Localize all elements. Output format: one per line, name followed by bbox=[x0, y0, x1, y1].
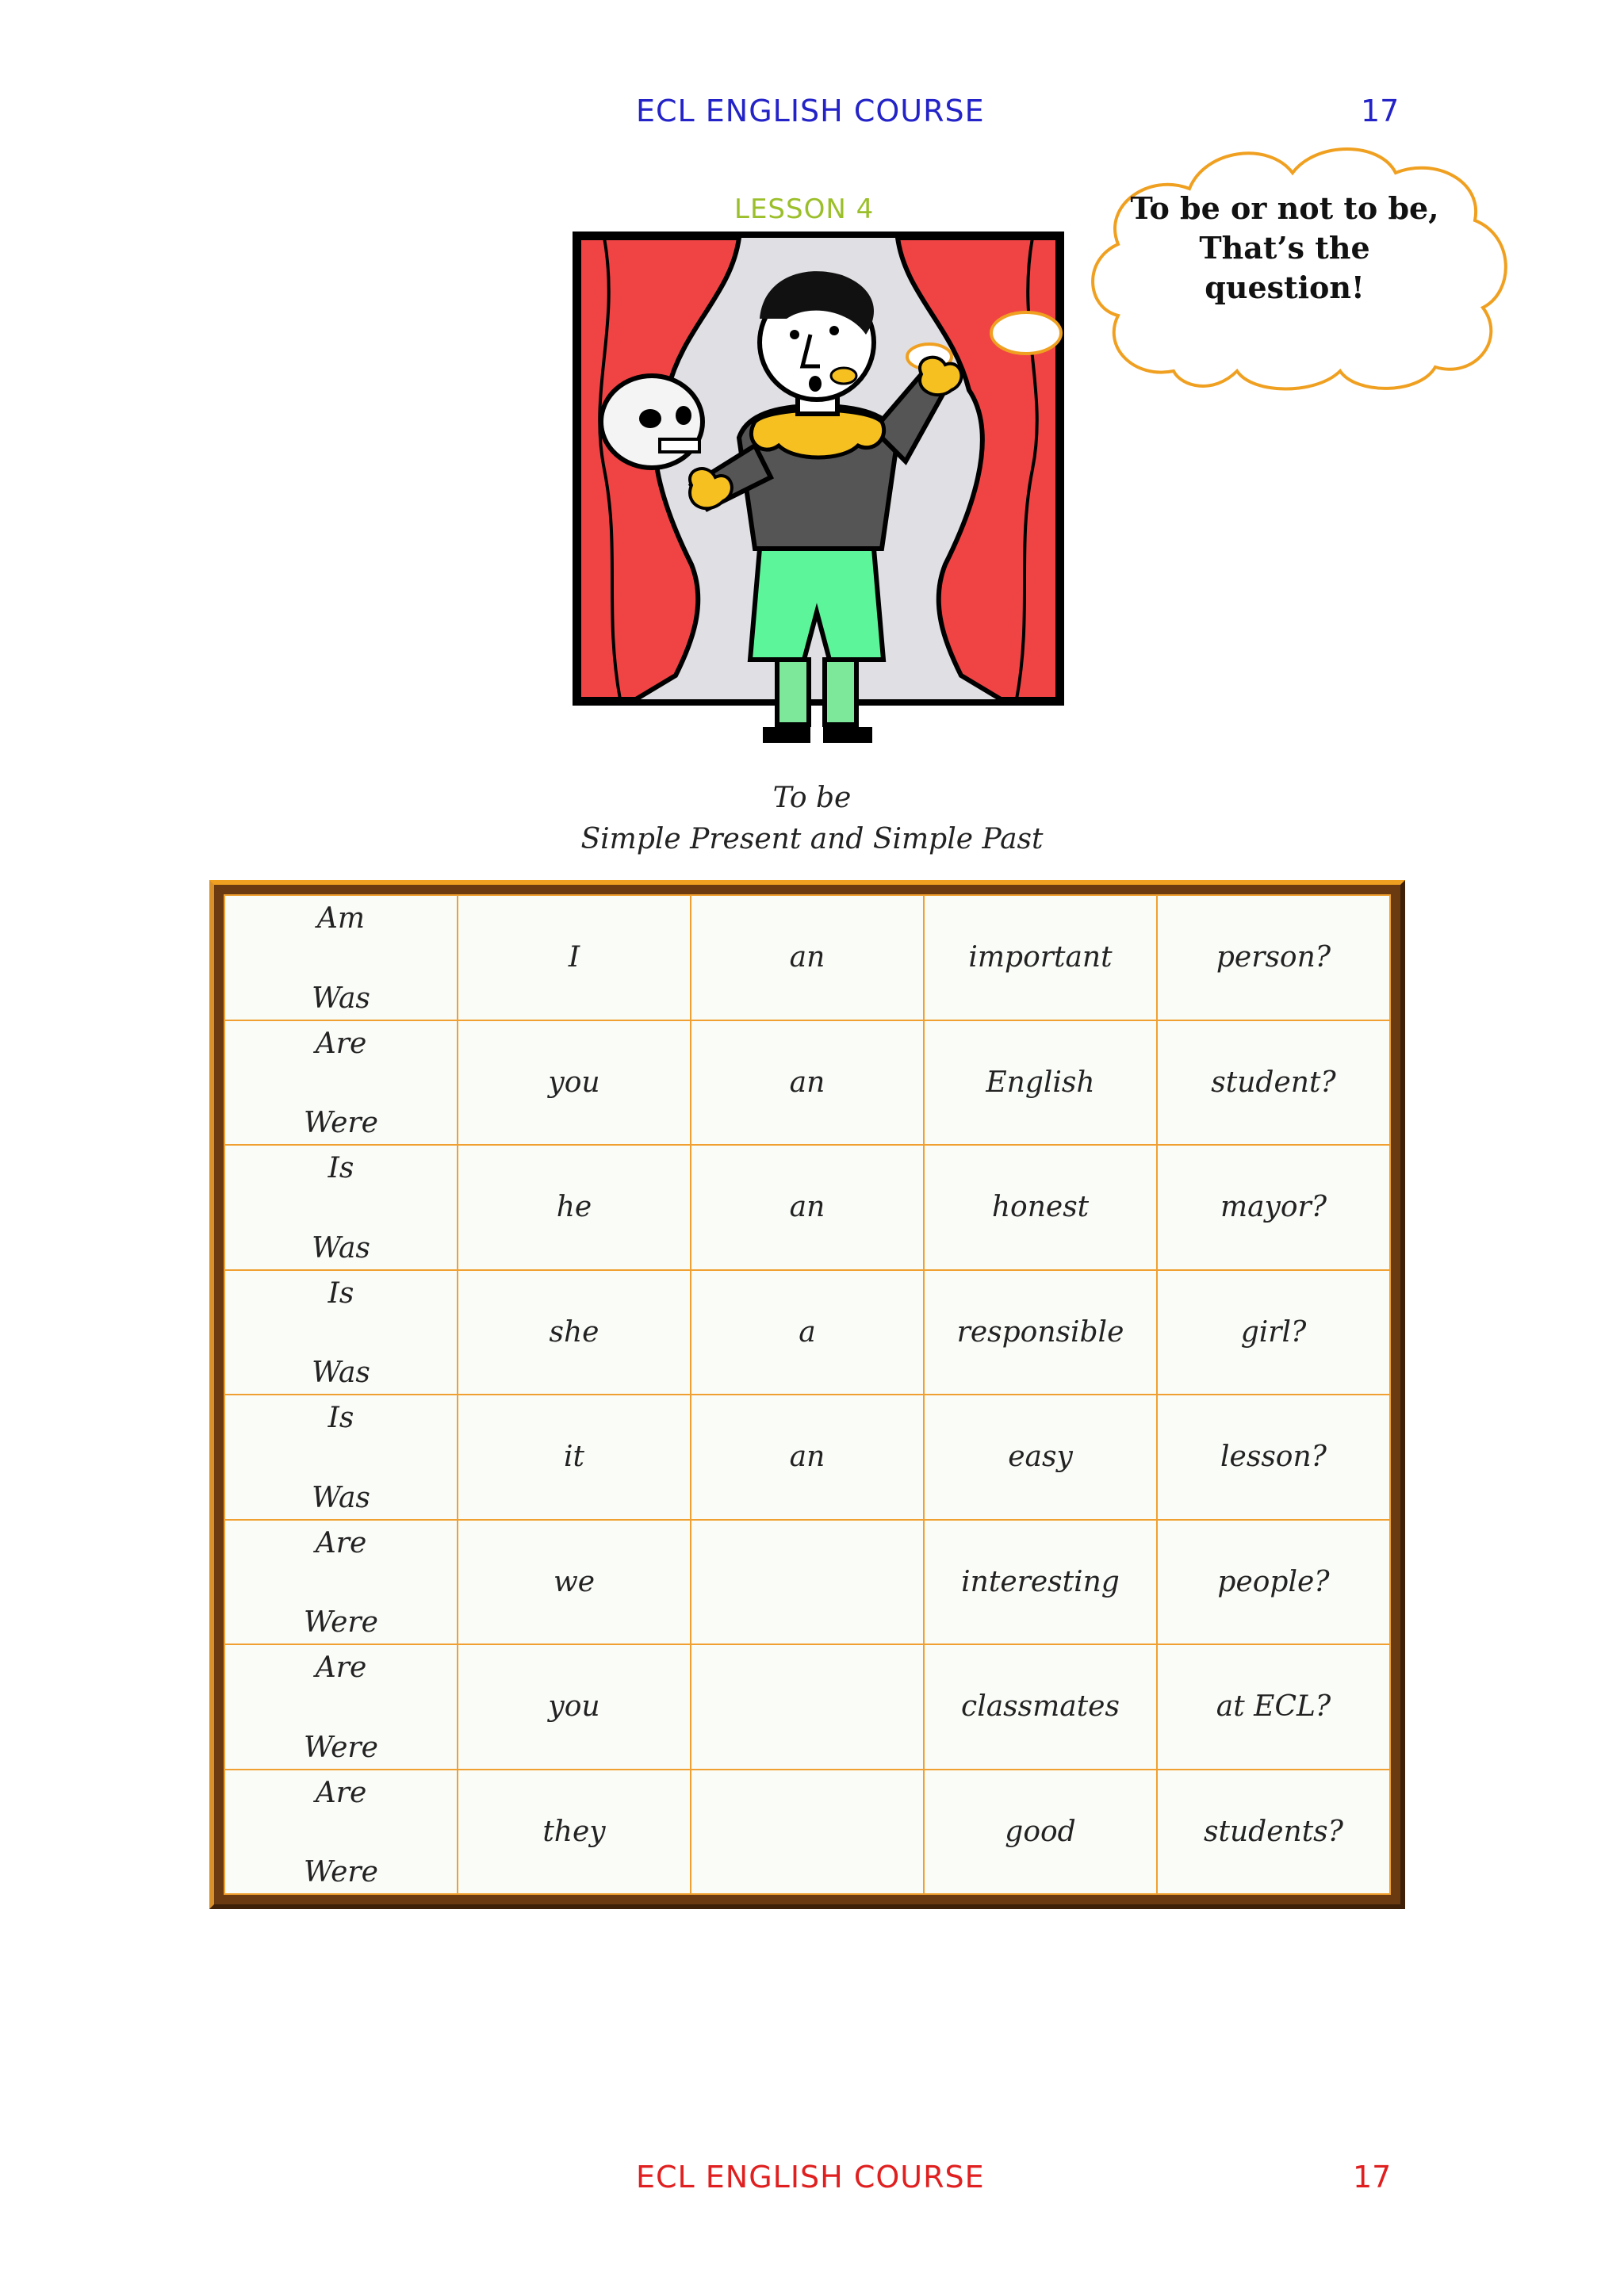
adjective-cell: good bbox=[924, 1770, 1157, 1895]
verb-past: Was bbox=[312, 982, 370, 1015]
subject-cell: I bbox=[458, 895, 691, 1020]
verb-past: Were bbox=[304, 1731, 378, 1764]
noun-cell: at ECL? bbox=[1157, 1644, 1390, 1770]
table-row bbox=[224, 1770, 1390, 1895]
noun-cell: mayor? bbox=[1157, 1145, 1390, 1270]
verb-present: Are bbox=[315, 1776, 367, 1809]
table-row bbox=[224, 1395, 1390, 1520]
verb-cell bbox=[224, 1270, 458, 1395]
verb-present: Am bbox=[316, 902, 366, 935]
noun-cell: girl? bbox=[1157, 1270, 1390, 1395]
speech-line-3: question! bbox=[1205, 270, 1365, 305]
hamlet-illustration bbox=[573, 232, 1064, 750]
verb-past: Were bbox=[304, 1606, 378, 1639]
article-cell: a bbox=[691, 1270, 924, 1395]
article-cell: an bbox=[691, 1020, 924, 1146]
article-cell bbox=[691, 1644, 924, 1770]
verb-present: Are bbox=[315, 1526, 367, 1559]
table-row bbox=[224, 1644, 1390, 1770]
adjective-cell: honest bbox=[924, 1145, 1157, 1270]
subject-cell: you bbox=[458, 1644, 691, 1770]
footer-page-number: 17 bbox=[1353, 2160, 1392, 2195]
article-cell: an bbox=[691, 1145, 924, 1270]
noun-cell: students? bbox=[1157, 1770, 1390, 1895]
adjective-cell: classmates bbox=[924, 1644, 1157, 1770]
subtitle-line-1: To be bbox=[772, 782, 852, 814]
verb-present: Is bbox=[327, 1402, 354, 1434]
verb-past: Was bbox=[312, 1231, 370, 1265]
verb-cell bbox=[224, 1770, 458, 1895]
subject-cell: she bbox=[458, 1270, 691, 1395]
verb-past: Was bbox=[312, 1357, 370, 1389]
page-header bbox=[0, 94, 1624, 141]
adjective-cell: English bbox=[924, 1020, 1157, 1146]
subject-cell: they bbox=[458, 1770, 691, 1895]
subject-cell: you bbox=[458, 1020, 691, 1146]
verb-present: Is bbox=[327, 1276, 354, 1310]
verb-cell bbox=[224, 895, 458, 1020]
to-be-table bbox=[224, 894, 1391, 1895]
noun-cell: person? bbox=[1157, 895, 1390, 1020]
adjective-cell: easy bbox=[924, 1395, 1157, 1520]
verb-cell bbox=[224, 1644, 458, 1770]
table-row bbox=[224, 1520, 1390, 1645]
article-cell bbox=[691, 1520, 924, 1645]
header-title: ECL ENGLISH COURSE bbox=[636, 94, 985, 128]
article-cell: an bbox=[691, 895, 924, 1020]
speech-bubble-text bbox=[1110, 189, 1459, 308]
subject-cell: it bbox=[458, 1395, 691, 1520]
table-row bbox=[224, 895, 1390, 1020]
subtitle-line-2: Simple Present and Simple Past bbox=[580, 823, 1044, 855]
table-row bbox=[224, 1020, 1390, 1146]
noun-cell: people? bbox=[1157, 1520, 1390, 1645]
noun-cell: lesson? bbox=[1157, 1395, 1390, 1520]
page-footer bbox=[0, 2160, 1624, 2207]
speech-line-2: That’s the bbox=[1199, 230, 1370, 266]
verb-cell bbox=[224, 1145, 458, 1270]
verb-present: Are bbox=[315, 1651, 367, 1684]
speech-line-1: To be or not to be, bbox=[1130, 190, 1439, 226]
verb-past: Was bbox=[312, 1481, 370, 1514]
verb-past: Were bbox=[304, 1107, 378, 1139]
adjective-cell: important bbox=[924, 895, 1157, 1020]
verb-present: Is bbox=[327, 1152, 354, 1184]
article-cell: an bbox=[691, 1395, 924, 1520]
adjective-cell: interesting bbox=[924, 1520, 1157, 1645]
adjective-cell: responsible bbox=[924, 1270, 1157, 1395]
verb-cell bbox=[224, 1020, 458, 1146]
subject-cell: we bbox=[458, 1520, 691, 1645]
table-row bbox=[224, 1270, 1390, 1395]
verb-present: Are bbox=[315, 1027, 367, 1060]
verb-past: Were bbox=[304, 1856, 378, 1888]
article-cell bbox=[691, 1770, 924, 1895]
table-row bbox=[224, 1145, 1390, 1270]
lesson-label: LESSON 4 bbox=[734, 193, 875, 225]
verb-cell bbox=[224, 1520, 458, 1645]
verb-cell bbox=[224, 1395, 458, 1520]
footer-title: ECL ENGLISH COURSE bbox=[636, 2160, 985, 2195]
subject-cell: he bbox=[458, 1145, 691, 1270]
header-page-number: 17 bbox=[1361, 94, 1400, 128]
noun-cell: student? bbox=[1157, 1020, 1390, 1146]
